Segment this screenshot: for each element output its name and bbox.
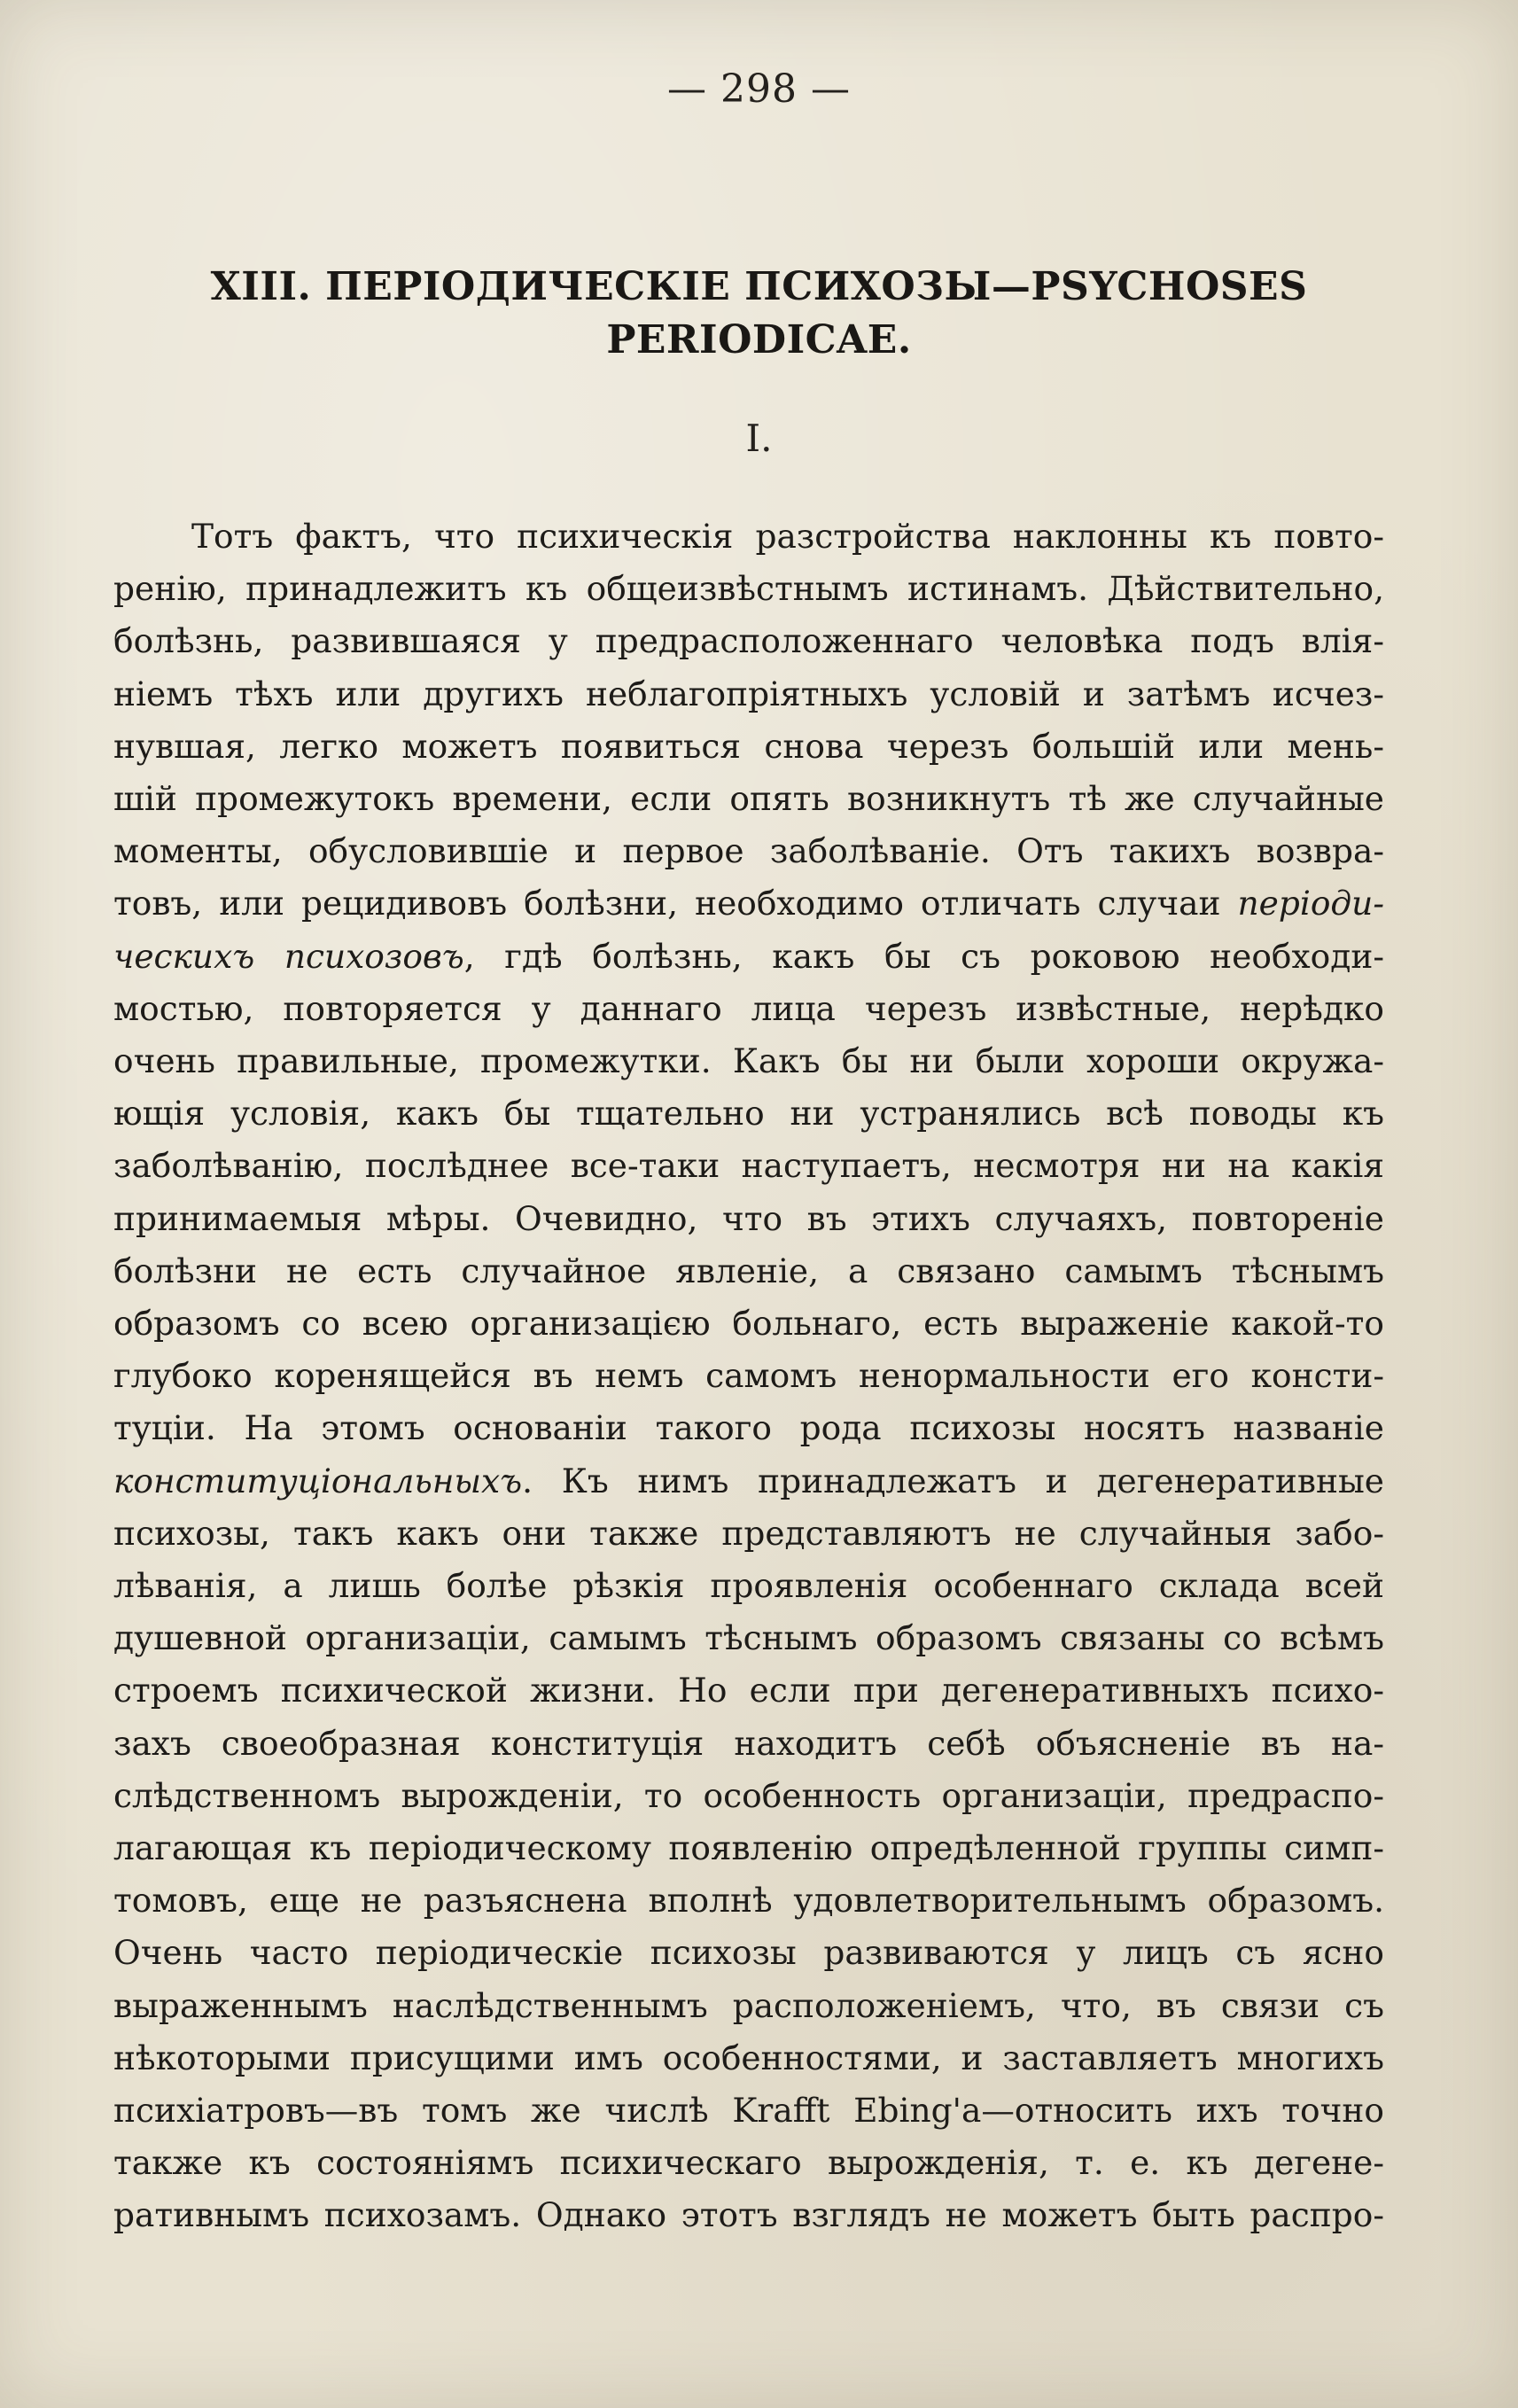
text-span: туціи. На этомъ основаніи такого рода психозы носятъ названіе	[113, 1408, 1384, 1448]
italic-text: ческихъ психозовъ	[113, 936, 464, 976]
text-span: строемъ психической жизни. Но если при дегенеративныхъ психо-	[113, 1671, 1384, 1711]
text-line	[113, 930, 1384, 983]
text-line	[113, 1192, 1384, 1245]
text-span: глубоко коренящейся въ немъ самомъ ненормальности его консти-	[113, 1356, 1384, 1396]
text-span: нувшая, легко можетъ появиться снова черезъ большій или мень-	[113, 726, 1384, 766]
text-span: слѣдственномъ вырожденіи, то особенность организаціи, предраспо-	[113, 1775, 1384, 1815]
text-span: также къ состояніямъ психическаго вырожденія, т. е. къ дегене-	[113, 2143, 1384, 2183]
chapter-title-line: PERIODICAE.	[606, 317, 912, 362]
text-span: психіатровъ—въ томъ же числѣ Krafft Ebing'a—относить ихъ точно	[113, 2091, 1384, 2130]
text-span: образомъ со всею организацією больнаго, есть выраженіе какой-то	[113, 1304, 1384, 1343]
text-span: моменты, обусловившіе и первое заболѣваніе. Отъ такихъ возвра-	[113, 831, 1384, 871]
text-span: Тотъ фактъ, что психическія разстройства наклонны къ повто-	[191, 517, 1384, 556]
chapter-title-line: XIII. ПЕРІОДИЧЕСКІЕ ПСИХОЗЫ—PSYCHOSES	[210, 264, 1308, 309]
text-line	[113, 1664, 1384, 1717]
text-line	[113, 1717, 1384, 1770]
text-span: ющія условія, какъ бы тщательно ни устранялись всѣ поводы къ	[113, 1094, 1384, 1134]
text-line	[113, 2031, 1384, 2085]
text-span: лагающая къ періодическому появленію опредѣленной группы симп-	[113, 1828, 1384, 1867]
text-line	[113, 1244, 1384, 1298]
text-line	[113, 1034, 1384, 1087]
text-line	[113, 667, 1384, 721]
text-span: , гдѣ болѣзнь, какъ бы съ роковою необходи-	[463, 936, 1384, 976]
text-line	[113, 2084, 1384, 2137]
text-line	[113, 1349, 1384, 1402]
text-line	[113, 1401, 1384, 1454]
text-line	[113, 824, 1384, 877]
section-numeral: I.	[745, 417, 773, 460]
text-line	[113, 1979, 1384, 2032]
text-span: принимаемыя мѣры. Очевидно, что въ этихъ случаяхъ, повтореніе	[113, 1198, 1384, 1238]
text-span: Очень часто періодическіе психозы развиваются у лицъ съ ясно	[113, 1933, 1384, 1973]
text-line	[113, 1139, 1384, 1192]
text-line	[113, 562, 1384, 615]
text-span: ніемъ тѣхъ или другихъ неблагопріятныхъ условій и затѣмъ исчез-	[113, 674, 1384, 713]
text-line	[113, 614, 1384, 667]
text-line	[113, 1507, 1384, 1560]
text-span: нѣкоторыми присущими имъ особенностями, и заставляетъ многихъ	[113, 2038, 1384, 2077]
text-span: ративнымъ психозамъ. Однако этотъ взглядъ не можетъ быть распро-	[113, 2195, 1384, 2235]
text-line	[113, 982, 1384, 1035]
text-span: томовъ, еще не разъяснена вполнѣ удовлетворительнымъ образомъ.	[113, 1881, 1384, 1921]
text-line	[113, 1926, 1384, 1979]
text-span: душевной организаціи, самымъ тѣснымъ образомъ связаны со всѣмъ	[113, 1618, 1384, 1658]
text-line	[113, 1297, 1384, 1350]
text-span: товъ, или рецидивовъ болѣзни, необходимо отличать случаи	[113, 884, 1238, 923]
text-span: очень правильные, промежутки. Какъ бы ни были хороши окружа-	[113, 1041, 1384, 1080]
text-span: болѣзнь, развившаяся у предрасположеннаго человѣка подъ влія-	[113, 621, 1384, 661]
text-span: выраженнымъ наслѣдственнымъ расположеніемъ, что, въ связи съ	[113, 1985, 1384, 2025]
text-line	[113, 1087, 1384, 1140]
text-span: ренію, принадлежитъ къ общеизвѣстнымъ истинамъ. Дѣйствительно,	[113, 569, 1384, 609]
text-line	[113, 1559, 1384, 1612]
text-line	[113, 2136, 1384, 2189]
page-number: — 298 —	[667, 66, 851, 112]
text-line	[113, 1454, 1384, 1508]
text-span: шій промежутокъ времени, если опять возникнутъ тѣ же случайные	[113, 779, 1384, 818]
text-line	[113, 720, 1384, 773]
text-line	[113, 1821, 1384, 1874]
text-span: болѣзни не есть случайное явленіе, а связано самымъ тѣснымъ	[113, 1251, 1384, 1290]
text-span: . Къ нимъ принадлежатъ и дегенеративные	[522, 1461, 1384, 1500]
italic-text: конституціональныхъ	[113, 1461, 523, 1500]
text-line	[113, 772, 1384, 825]
text-line	[113, 877, 1384, 930]
text-span: заболѣванію, послѣднее все-таки наступаетъ, несмотря ни на какія	[113, 1146, 1384, 1186]
text-span: психозы, такъ какъ они также представляютъ не случайныя забо-	[113, 1513, 1384, 1553]
text-span: лѣванія, а лишь болѣе рѣзкія проявленія особеннаго склада всей	[113, 1566, 1384, 1605]
text-line	[113, 1611, 1384, 1664]
italic-text: періоди-	[1237, 884, 1384, 923]
text-span: захъ своеобразная конституція находитъ себѣ объясненіе въ на-	[113, 1723, 1384, 1763]
text-line	[113, 1874, 1384, 1927]
text-line	[113, 1769, 1384, 1822]
text-line	[191, 510, 1384, 563]
text-span: мостью, повторяется у даннаго лица черезъ извѣстные, нерѣдко	[113, 988, 1384, 1028]
text-line	[113, 2188, 1384, 2241]
